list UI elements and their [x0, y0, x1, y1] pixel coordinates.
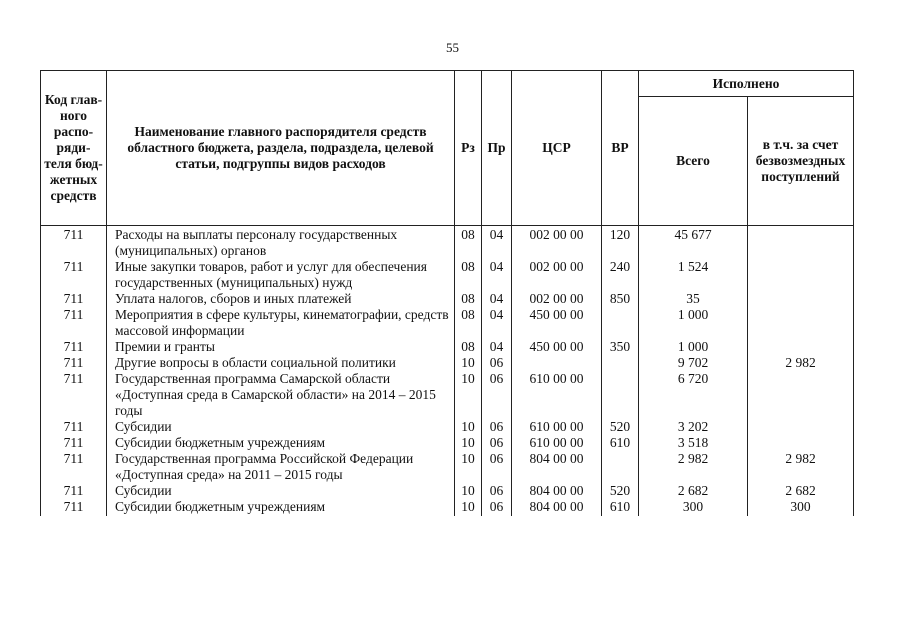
cell-pr: 04: [482, 226, 512, 260]
header-total: [639, 97, 748, 226]
cell-name: Субсидии: [107, 419, 455, 435]
cell-gratuitous: [748, 307, 854, 339]
cell-gratuitous: 300: [748, 499, 854, 516]
cell-rz: 08: [455, 339, 482, 355]
cell-pr: 06: [482, 451, 512, 483]
cell-vr: 350: [602, 339, 639, 355]
cell-pr: 06: [482, 483, 512, 499]
cell-total: 6 720: [639, 371, 748, 419]
cell-code: 711: [41, 291, 107, 307]
cell-gratuitous: [748, 339, 854, 355]
header-gratuitous: [748, 97, 854, 226]
table-row: [41, 371, 854, 419]
cell-rz: 08: [455, 291, 482, 307]
cell-pr: 06: [482, 371, 512, 419]
cell-vr: 610: [602, 499, 639, 516]
cell-rz: 10: [455, 499, 482, 516]
cell-csr: 804 00 00: [512, 483, 602, 499]
table-row: [41, 451, 854, 483]
page-number: 55: [446, 40, 459, 55]
cell-name: Иные закупки товаров, работ и услуг для обеспечения государственных (муниципальных) нужд: [107, 259, 455, 291]
cell-total: 45 677: [639, 226, 748, 260]
cell-gratuitous: [748, 371, 854, 419]
header-executed: [639, 71, 854, 97]
cell-csr: 610 00 00: [512, 371, 602, 419]
header-code: [41, 71, 107, 226]
cell-pr: 04: [482, 307, 512, 339]
cell-total: 2 982: [639, 451, 748, 483]
cell-total: 1 000: [639, 339, 748, 355]
header-name-label: Наименование главного распорядителя средств областного бюджета, раздела, подраздела, целевой статьи, подгруппы видов расходов: [127, 124, 434, 171]
cell-name: Премии и гранты: [107, 339, 455, 355]
table-row: [41, 291, 854, 307]
cell-gratuitous: [748, 291, 854, 307]
cell-vr: [602, 371, 639, 419]
cell-name: Другие вопросы в области социальной политики: [107, 355, 455, 371]
cell-code: 711: [41, 371, 107, 419]
cell-vr: 240: [602, 259, 639, 291]
table-row: [41, 307, 854, 339]
cell-csr: 450 00 00: [512, 339, 602, 355]
table-row: [41, 259, 854, 291]
cell-name: Государственная программа Самарской области «Доступная среда в Самарской области» на 2014 – 2015 годы: [107, 371, 455, 419]
header-code-label: Код глав-ного распо-ряди-теля бюд-жетных средств: [44, 92, 103, 203]
cell-vr: [602, 451, 639, 483]
cell-csr: 002 00 00: [512, 259, 602, 291]
cell-rz: 10: [455, 451, 482, 483]
table-row: [41, 499, 854, 516]
header-csr-label: ЦСР: [542, 140, 571, 155]
cell-gratuitous: [748, 259, 854, 291]
cell-csr: 610 00 00: [512, 435, 602, 451]
cell-code: 711: [41, 483, 107, 499]
cell-gratuitous: [748, 435, 854, 451]
cell-rz: 08: [455, 259, 482, 291]
cell-gratuitous: [748, 419, 854, 435]
cell-total: 300: [639, 499, 748, 516]
cell-vr: 520: [602, 483, 639, 499]
table-row: [41, 419, 854, 435]
cell-total: 1 000: [639, 307, 748, 339]
cell-code: 711: [41, 499, 107, 516]
table-row: [41, 435, 854, 451]
cell-name: Мероприятия в сфере культуры, кинематографии, средств массовой информации: [107, 307, 455, 339]
header-gratuitous-label: в т.ч. за счет безвозмездных поступлений: [755, 137, 846, 184]
cell-name: Субсидии: [107, 483, 455, 499]
cell-pr: 04: [482, 259, 512, 291]
header-total-label: Всего: [676, 153, 710, 168]
cell-gratuitous: 2 982: [748, 355, 854, 371]
header-name: [107, 71, 455, 226]
cell-code: 711: [41, 226, 107, 260]
header-executed-label: Исполнено: [712, 75, 780, 91]
header-rz-label: Рз: [461, 140, 475, 155]
cell-pr: 04: [482, 291, 512, 307]
cell-pr: 06: [482, 499, 512, 516]
cell-total: 3 518: [639, 435, 748, 451]
cell-pr: 06: [482, 355, 512, 371]
cell-vr: 850: [602, 291, 639, 307]
cell-code: 711: [41, 451, 107, 483]
cell-rz: 10: [455, 419, 482, 435]
header-pr: [482, 71, 512, 226]
cell-code: 711: [41, 307, 107, 339]
cell-code: 711: [41, 419, 107, 435]
cell-gratuitous: [748, 226, 854, 260]
cell-csr: 002 00 00: [512, 226, 602, 260]
budget-execution-table: [40, 70, 854, 516]
cell-code: 711: [41, 435, 107, 451]
cell-rz: 10: [455, 355, 482, 371]
cell-total: 3 202: [639, 419, 748, 435]
cell-vr: 610: [602, 435, 639, 451]
cell-pr: 06: [482, 435, 512, 451]
cell-code: 711: [41, 355, 107, 371]
cell-total: 2 682: [639, 483, 748, 499]
cell-name: Уплата налогов, сборов и иных платежей: [107, 291, 455, 307]
table-row: [41, 483, 854, 499]
cell-code: 711: [41, 339, 107, 355]
cell-csr: [512, 355, 602, 371]
cell-vr: 120: [602, 226, 639, 260]
cell-rz: 10: [455, 371, 482, 419]
cell-csr: 804 00 00: [512, 499, 602, 516]
cell-rz: 10: [455, 435, 482, 451]
cell-csr: 002 00 00: [512, 291, 602, 307]
table-body: [41, 226, 854, 517]
cell-csr: 450 00 00: [512, 307, 602, 339]
cell-code: 711: [41, 259, 107, 291]
header-vr: [602, 71, 639, 226]
header-pr-label: Пр: [487, 140, 506, 155]
cell-name: Субсидии бюджетным учреждениям: [107, 435, 455, 451]
cell-total: 9 702: [639, 355, 748, 371]
cell-rz: 08: [455, 226, 482, 260]
cell-gratuitous: 2 982: [748, 451, 854, 483]
cell-pr: 06: [482, 419, 512, 435]
cell-vr: [602, 307, 639, 339]
table-row: [41, 339, 854, 355]
cell-name: Расходы на выплаты персоналу государственных (муниципальных) органов: [107, 226, 455, 260]
table-row: [41, 226, 854, 260]
header-vr-label: ВР: [611, 140, 629, 155]
header-csr: [512, 71, 602, 226]
cell-name: Государственная программа Российской Федерации «Доступная среда» на 2011 – 2015 годы: [107, 451, 455, 483]
cell-pr: 04: [482, 339, 512, 355]
cell-rz: 08: [455, 307, 482, 339]
cell-vr: [602, 355, 639, 371]
table-row: [41, 355, 854, 371]
cell-vr: 520: [602, 419, 639, 435]
cell-name: Субсидии бюджетным учреждениям: [107, 499, 455, 516]
cell-csr: 610 00 00: [512, 419, 602, 435]
cell-total: 35: [639, 291, 748, 307]
header-rz: [455, 71, 482, 226]
cell-rz: 10: [455, 483, 482, 499]
cell-csr: 804 00 00: [512, 451, 602, 483]
cell-total: 1 524: [639, 259, 748, 291]
cell-gratuitous: 2 682: [748, 483, 854, 499]
